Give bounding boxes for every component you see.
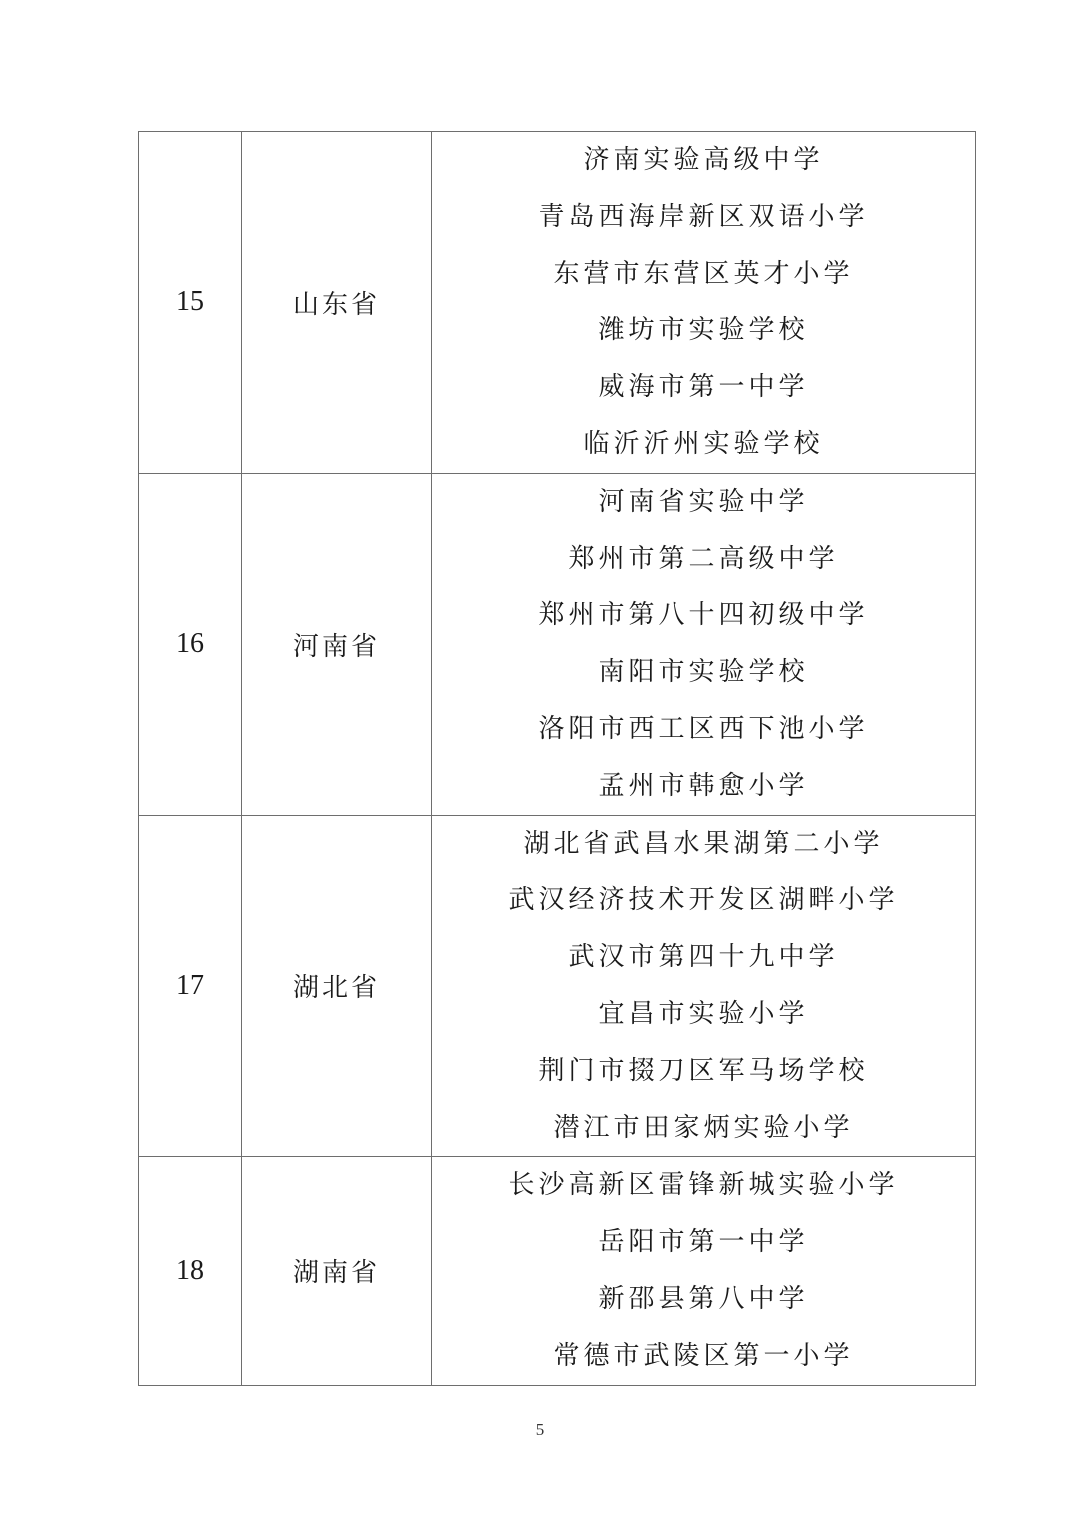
schools-cell: [432, 1157, 976, 1385]
province-cell: 湖北省: [242, 815, 432, 1157]
school-name: 宜昌市实验小学: [598, 998, 809, 1029]
school-list-table: [138, 131, 976, 1386]
school-name: 武汉市第四十九中学: [568, 942, 839, 973]
school-name: 潜江市田家炳实验小学: [553, 1112, 854, 1143]
school-name: 湖北省武昌水果湖第二小学: [523, 828, 884, 859]
school-name: 常德市武陵区第一小学: [553, 1340, 854, 1371]
school-name: 东营市东营区英才小学: [553, 258, 854, 289]
table-row: [139, 1157, 976, 1385]
schools-cell: [432, 132, 976, 474]
schools-cell: [432, 815, 976, 1157]
school-name: 郑州市第八十四初级中学: [538, 600, 869, 631]
school-name: 河南省实验中学: [598, 486, 809, 517]
province-cell: 湖南省: [242, 1157, 432, 1385]
school-name: 武汉经济技术开发区湖畔小学: [508, 885, 899, 916]
table-row: [139, 132, 976, 474]
school-name: 洛阳市西工区西下池小学: [538, 713, 869, 744]
province-cell: 河南省: [242, 473, 432, 815]
page-number: 5: [535, 1420, 545, 1439]
school-name: 潍坊市实验学校: [598, 315, 809, 346]
school-name: 南阳市实验学校: [598, 657, 809, 688]
row-number: 17: [139, 815, 242, 1157]
school-name: 威海市第一中学: [598, 372, 809, 403]
school-name: 长沙高新区雷锋新城实验小学: [508, 1170, 899, 1201]
school-name: 孟州市韩愈小学: [598, 770, 809, 801]
province-cell: 山东省: [242, 132, 432, 474]
school-name: 岳阳市第一中学: [598, 1227, 809, 1258]
school-name: 新邵县第八中学: [598, 1283, 809, 1314]
school-name: 济南实验高级中学: [583, 145, 824, 175]
schools-cell: [432, 473, 976, 815]
row-number: 15: [139, 132, 242, 474]
row-number: 16: [139, 473, 242, 815]
school-name: 青岛西海岸新区双语小学: [538, 201, 869, 232]
school-name: 临沂沂州实验学校: [583, 428, 824, 459]
school-name: 郑州市第二高级中学: [568, 543, 839, 574]
row-number: 18: [139, 1157, 242, 1385]
table-row: [139, 815, 976, 1157]
school-name: 荆门市掇刀区军马场学校: [538, 1055, 869, 1086]
table-row: [139, 473, 976, 815]
